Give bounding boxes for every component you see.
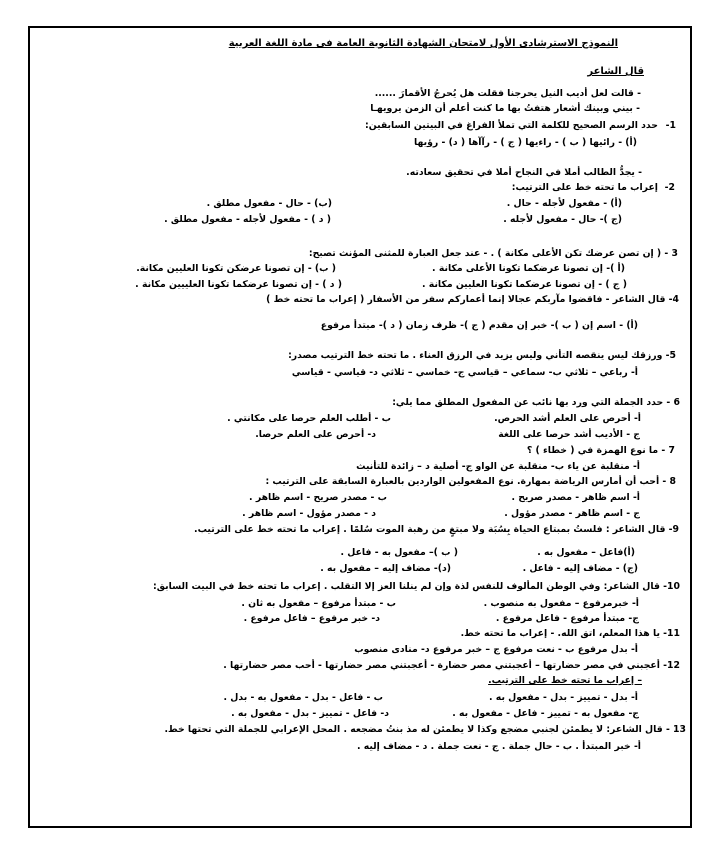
question-9-option-b: ( ب )– مفعول به - فاعل . (340, 547, 458, 558)
question-6-option-a: أ- أحرص على العلم أشد الحرص. (494, 413, 641, 424)
question-13: 13 - قال الشاعر: لا يطمئن لجنبي مضجع وكذا لا يطمئن له مذ بنتُ مضجعه . المحل الإعرابي للجملة التي تحتها خط. (164, 724, 686, 735)
question-9-option-c: (ج) - مضاف إليه - فاعل . (522, 563, 638, 574)
question-5-options: أ- رباعي – ثلاثي ب- سماعي – قياسي ج- خماسي – ثلاثي د- قياسي - قياسي (291, 367, 638, 378)
question-3: 3 - ( إن تصن عرضك تكن الأعلى مكانة ) . - عند جعل العبارة للمثنى المؤنث تصبح: (308, 248, 678, 259)
question-6: 6 - حدد الجملة التي ورد بها نائب عن المفعول المطلق مما يلي: (392, 397, 680, 408)
question-12-option-a: أ- بدل - تمييز - بدل - مفعول به . (489, 692, 638, 703)
question-9-option-d: (د)- مضاف إليه – مفعول به . (320, 563, 451, 574)
question-4: 4- قال الشاعر - فاقضوا مآربكم عجالا إنما أعماركم سفر من الأسفار ( إعراب ما تحته خط ) (266, 294, 679, 305)
question-12-option-d: د- فاعل - تمييز - بدل - مفعول به . (231, 708, 389, 719)
question-13-options: أ- خبر المبتدأ . ب - حال جملة . ج - نعت جملة . د - مضاف إليه . (356, 741, 641, 752)
question-1-options: (أ) - رائيها ( ب ) - راءيها ( ج ) - رآآها ( د) - رؤيها (414, 137, 637, 148)
question-6-option-c: ج - الأديب أشد حرصا على اللغة (498, 429, 640, 440)
question-4-options: (أ) - اسم إن ( ب )- خبر إن مقدم ( ج )- ظرف زمان ( د )- مبتدأ مرفوع (320, 320, 638, 331)
question-2-sentence: - يجدُّ الطالب أملا في النجاح أملا في تحقيق سعادته. (406, 167, 642, 178)
question-12-instruction: – إعراب ما تحته خط على الترتيب. (488, 675, 642, 686)
question-2-option-d: ( د ) - مفعول لأجله - مفعول مطلق . (164, 214, 331, 225)
question-8: 8 - أحب أن أمارس الرياضة بمهارة. نوع المفعولين الواردين بالعبارة السابقة على الترتيب : (265, 476, 676, 487)
question-10: 10- قال الشاعر: وفي الوطن المألوف للنفس لذة وإن لم ينلنا العز إلا التقلب . إعراب ما تحته خط في البيت السابق: (153, 581, 680, 592)
question-5: 5- ورزقك ليس ينقصه التأني وليس يزيد في الرزق العناء . ما تحته خط الترتيب مصدر: (288, 350, 676, 361)
question-10-option-c: ج- مبتدأ مرفوع - فاعل مرفوع . (495, 613, 639, 624)
question-3-option-b: ( ب) - إن تصونا عرضكن تكونا العليين مكانة. (136, 263, 336, 274)
question-3-option-c: ( ج ) - إن تصونا عرضكما تكونا العليين مكانة . (422, 279, 627, 290)
question-2-option-a: (أ) - مفعول لأجله - حال . (506, 198, 622, 209)
question-10-option-b: ب - مبتدأ مرفوع – مفعول به ثان . (241, 598, 396, 609)
question-3-option-d: ( د ) - إن تصونا عرضكما تكونا العلييين مكانة . (135, 279, 342, 290)
question-2-option-c: (ج )- حال - مفعول لأجله . (503, 214, 622, 225)
question-2: إعراب ما تحته خط على الترتيب: (511, 182, 658, 193)
question-7-options: أ- منقلبة عن ياء ب- منقلبة عن الواو ج- أصلية د – زائدة للتأنيث (356, 461, 640, 472)
question-3-option-a: (أ )- إن تصونا عرضكما تكونا الأعلى مكانة . (432, 263, 625, 274)
question-1-number: 1- (665, 120, 676, 131)
question-12-option-c: ج- مفعول به - تمييز - فاعل - مفعول به . (452, 708, 639, 719)
question-8-option-d: د - مصدر مؤول - اسم ظاهر . (242, 508, 376, 519)
question-9-option-a: (أ)فاعل – مفعول به . (537, 547, 635, 558)
verse-2: - بيني وبينك أشعار هتفتُ بها ما كنت أعلم أن الزمن يرويهـا (370, 103, 640, 114)
question-9: 9- قال الشاعر : فلستُ بمبتاع الحياة بِسُبَة ولا مبتغٍ من رهبة الموت سُلمًا . إعراب ما تحته خط على الترتيب. (194, 524, 679, 535)
question-10-option-d: د- خبر مرفوع – فاعل مرفوع . (243, 613, 380, 624)
verse-1: - قالت لعل أديب النيل يحرجنا فقلت هل يُحرجُ الأقمارَ ...... (374, 88, 641, 99)
question-11: 11- يا هذا المعلم، اتق الله. - إعراب ما تحته خط. (460, 628, 680, 639)
question-1: حدد الرسم الصحيح للكلمة التي تملأ الفراغ في البيتين السابقين: (364, 120, 658, 131)
question-8-option-a: أ- اسم ظاهر - مصدر صريح . (511, 492, 640, 503)
question-8-option-c: ج - اسم ظاهر - مصدر مؤول . (504, 508, 640, 519)
section-heading: قال الشاعر (587, 66, 644, 77)
page-title: النموذج الاسترشادى الأول لامتحان الشهادة الثانوية العامة فى مادة اللغة العربية (228, 38, 618, 49)
question-10-option-a: أ- خبرمرفوع – مفعول به منصوب . (483, 598, 639, 609)
question-8-option-b: ب - مصدر صريح - اسم ظاهر . (249, 492, 387, 503)
question-12: 12- أعجبني في مصر حضارتها – أعجبتني مصر حضارة - أعجبتني مصر حضارتها - أحب مصر حضارتها . (223, 660, 680, 671)
question-6-option-b: ب - أطلب العلم حرصا على مكانتي . (227, 413, 391, 424)
question-6-option-d: د- أحرص على العلم حرصا. (255, 429, 376, 440)
question-12-option-b: ب - فاعل - بدل - مفعول به - بدل . (223, 692, 383, 703)
question-7: 7 - ما نوع الهمزة في ( خطاء ) ؟ (526, 445, 675, 456)
question-2-option-b: (ب) - حال - مفعول مطلق . (206, 198, 332, 209)
question-11-options: أ- بدل مرفوع ب - نعت مرفوع ج – خبر مرفوع د- منادى منصوب (354, 644, 638, 655)
question-2-number: 2- (664, 182, 675, 193)
